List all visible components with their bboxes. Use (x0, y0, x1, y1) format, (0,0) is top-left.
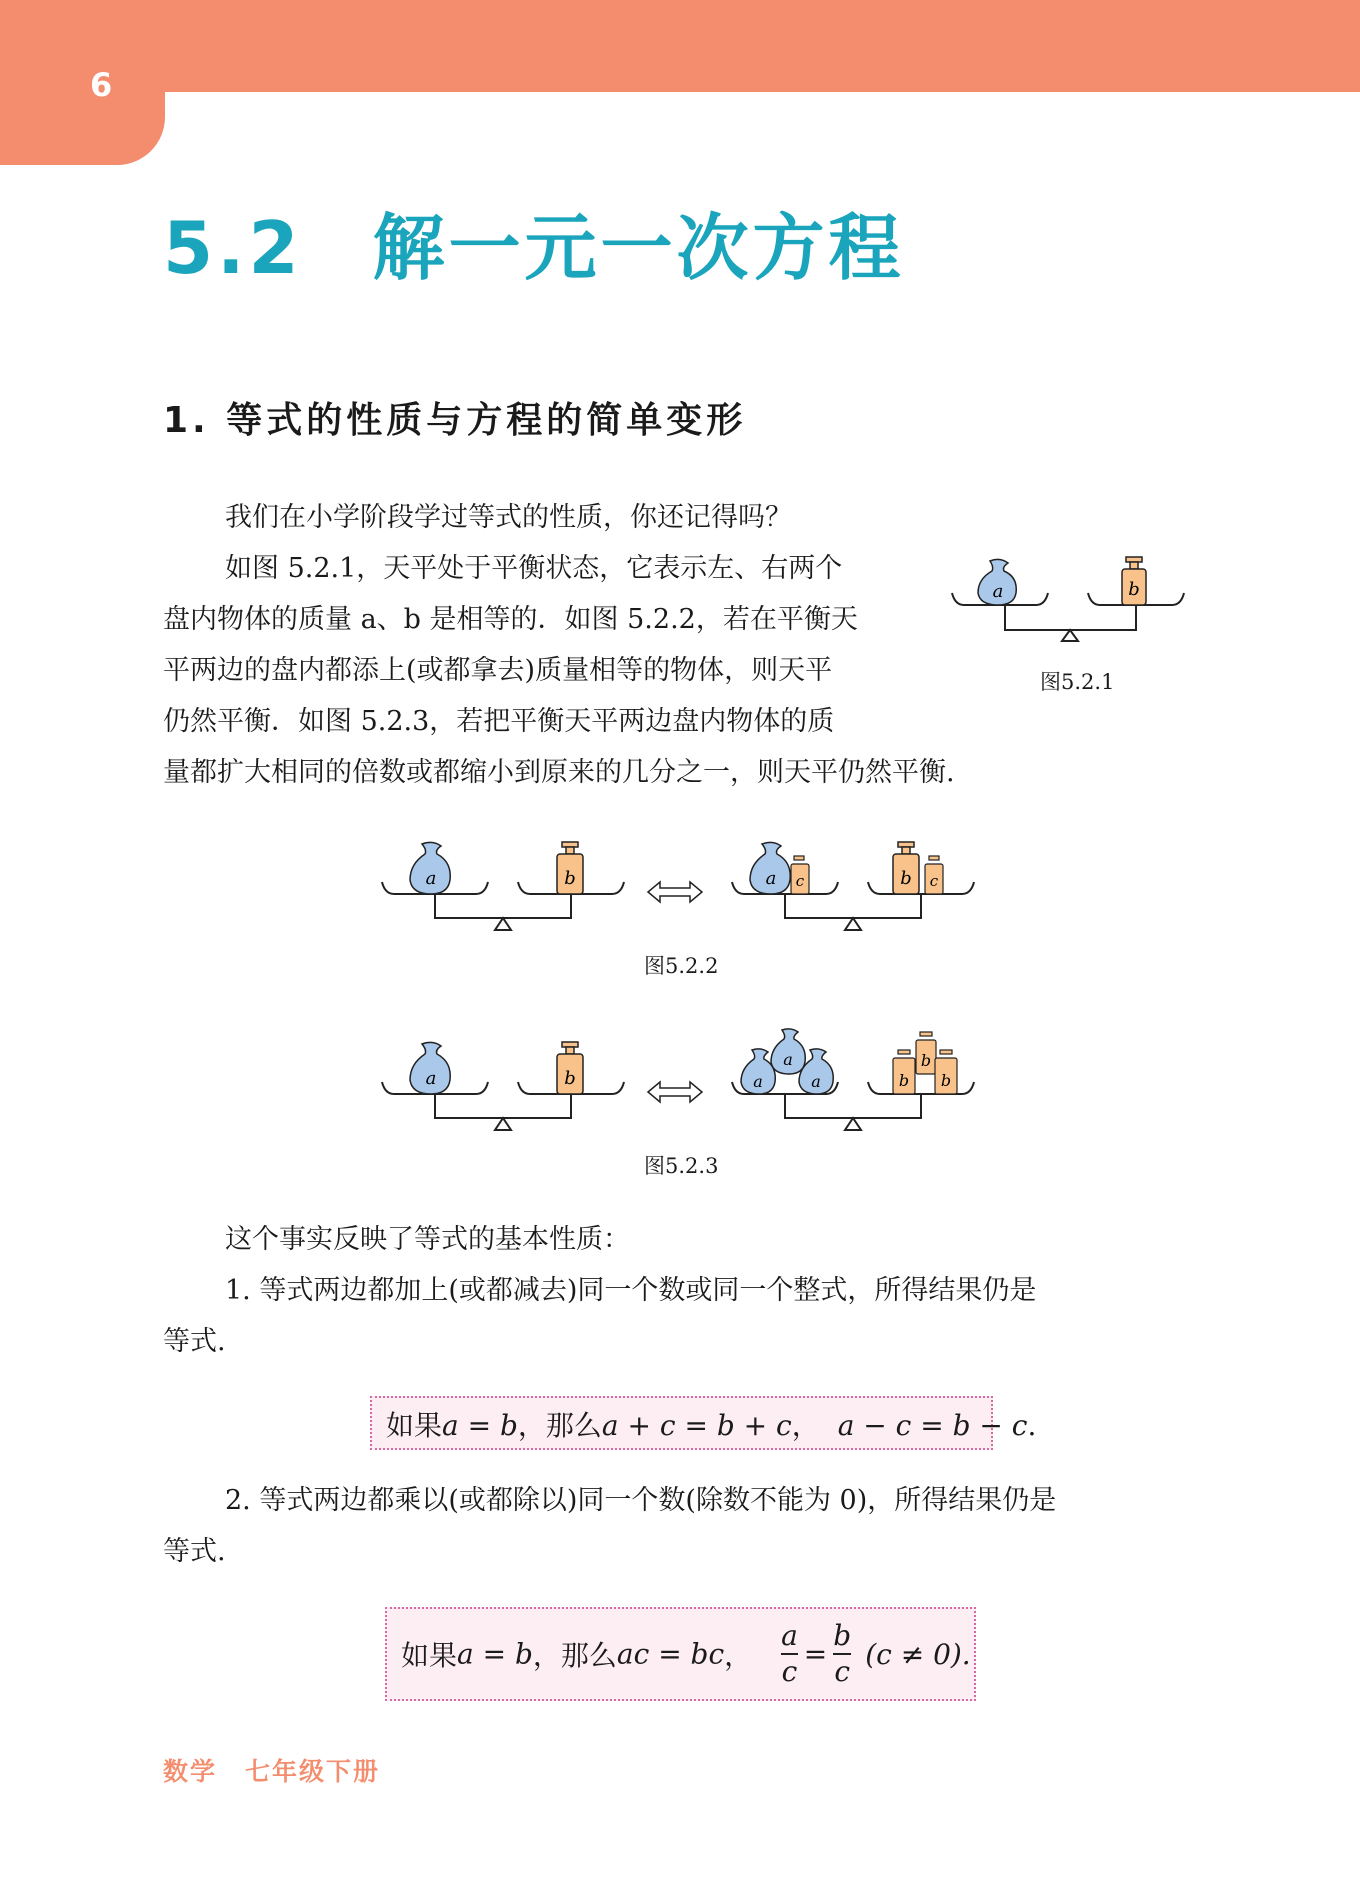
balance-figure-2 (380, 840, 980, 935)
header-band (0, 0, 1360, 92)
formula-comma: ， (724, 1639, 753, 1672)
denominator: c (781, 1655, 798, 1688)
bag-label: a (765, 868, 777, 889)
denominator: c (834, 1655, 851, 1688)
weight-label: b (900, 868, 912, 889)
bag-label: a (783, 1050, 793, 1069)
bag-label: a (992, 581, 1004, 602)
formula-equals: = (803, 1637, 828, 1671)
paragraph-line: 如图 5.2.1，天平处于平衡状态，它表示左、右两个 (225, 553, 843, 584)
chapter-title (163, 190, 905, 294)
chapter-number: 5.2 (163, 206, 303, 290)
weight-label: b (564, 868, 576, 889)
rule-1-cont: 等式. (163, 1326, 226, 1357)
balance-figure-1 (950, 555, 1200, 645)
footer-grade: 七年级下册 (245, 1757, 381, 1786)
rule-2-cont: 等式. (163, 1536, 226, 1567)
figure-caption: 图5.2.1 (1040, 670, 1115, 694)
weight-label: b (920, 1051, 932, 1070)
formula-condition: a = b (457, 1637, 533, 1671)
formula-equation: a − c = b − c (837, 1409, 1028, 1442)
formula-condition-tail: (c ≠ 0). (865, 1637, 971, 1671)
figure-caption: 图5.2.2 (644, 954, 719, 978)
formula-sep: ，那么 (532, 1639, 617, 1672)
weight-label: b (898, 1071, 910, 1090)
rule-2: 2. 等式两边都乘以(或都除以)同一个数(除数不能为 0)，所得结果仍是 (225, 1485, 1057, 1516)
paragraph-line: 盘内物体的质量 a、b 是相等的．如图 5.2.2，若在平衡天 (163, 604, 858, 635)
paragraph-properties: 这个事实反映了等式的基本性质： (225, 1224, 630, 1255)
weight-label: b (940, 1071, 952, 1090)
weight-label: c (929, 872, 939, 890)
bag-label: a (811, 1072, 821, 1091)
formula-equation: a + c = b + c (601, 1409, 792, 1442)
formula-sep: ，那么 (517, 1409, 602, 1442)
formula-condition: a = b (442, 1409, 518, 1442)
chapter-name: 解一元一次方程 (372, 206, 905, 290)
weight-label: b (1128, 579, 1140, 600)
formula-box-1 (370, 1396, 1037, 1450)
paragraph-intro: 我们在小学阶段学过等式的性质，你还记得吗？ (225, 502, 792, 533)
rule-1: 1. 等式两边都加上(或都减去)同一个数或同一个整式，所得结果仍是 (225, 1275, 1037, 1306)
section-heading: 1. 等式的性质与方程的简单变形 (163, 400, 747, 441)
page-tab (0, 0, 165, 165)
bag-label: a (425, 1068, 437, 1089)
weight-label: b (564, 1068, 576, 1089)
paragraph-line: 平两边的盘内都添上(或都拿去)质量相等的物体，则天平 (163, 655, 833, 686)
page-number: 6 (90, 66, 113, 104)
numerator: b (833, 1619, 852, 1652)
footer (163, 1752, 380, 1788)
figure-caption: 图5.2.3 (644, 1154, 719, 1178)
formula-end: . (1027, 1409, 1037, 1442)
paragraph-line: 仍然平衡．如图 5.2.3，若把平衡天平两边盘内物体的质 (163, 706, 835, 737)
fraction-b-over-c (833, 1619, 851, 1689)
weight-label: c (795, 872, 805, 890)
formula-comma: ， (791, 1409, 820, 1442)
formula-prefix: 如果 (386, 1409, 443, 1442)
balance-figure-3 (380, 1030, 980, 1135)
bag-label: a (753, 1072, 763, 1091)
fraction-a-over-c (781, 1619, 798, 1689)
paragraph-line: 量都扩大相同的倍数或都缩小到原来的几分之一，则天平仍然平衡. (163, 757, 955, 788)
footer-subject: 数学 (163, 1757, 218, 1786)
numerator: a (781, 1619, 798, 1652)
formula-box-2 (385, 1607, 976, 1701)
formula-prefix: 如果 (401, 1639, 458, 1672)
bag-label: a (425, 868, 437, 889)
formula-equation: ac = bc (616, 1637, 725, 1671)
